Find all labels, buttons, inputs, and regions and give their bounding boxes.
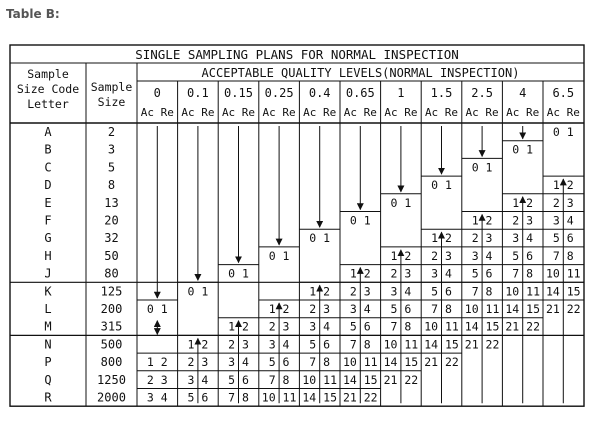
aql-level-label: 0.25 (264, 86, 294, 100)
sample-size: 315 (100, 319, 123, 334)
aql-level-label: 0.4 (308, 86, 331, 100)
aql-level-label: 6.5 (552, 86, 575, 100)
ac-re-value: 5 6 (268, 355, 290, 370)
code-letter: D (44, 178, 52, 193)
code-letter: K (44, 284, 52, 299)
code-letter: J (44, 266, 52, 281)
ac-re-value: 0 1 (349, 213, 371, 228)
aql-level-label: 0.1 (187, 86, 209, 100)
ac-re-value: 10 11 (505, 284, 541, 299)
code-letter: R (44, 390, 52, 405)
ac-re-value: 0 1 (471, 160, 493, 175)
code-letter-header: Sample (27, 67, 69, 81)
ac-re-value: 14 15 (302, 390, 338, 405)
table-title: SINGLE SAMPLING PLANS FOR NORMAL INSPECTION (135, 47, 459, 62)
code-letter: H (44, 248, 52, 263)
sample-size: 2000 (97, 390, 126, 405)
ac-re-value: 2 3 (187, 355, 209, 370)
ac-re-value: 5 6 (228, 372, 249, 387)
ac-re-label: Ac Re (221, 106, 256, 119)
ac-re-label: Ac Re (506, 106, 540, 119)
ac-re-value: 1 2 (146, 355, 168, 370)
ac-re-value: 21 22 (424, 355, 459, 370)
ac-re-value: 3 4 (390, 284, 412, 299)
sample-size-header: Size (97, 95, 126, 109)
ac-re-value: 0 1 (268, 248, 290, 263)
ac-re-value: 14 15 (545, 284, 581, 299)
ac-re-value: 10 11 (464, 302, 500, 316)
code-letter: L (44, 302, 52, 316)
code-letter-header: Letter (27, 97, 69, 111)
aql-level-label: 4 (519, 86, 527, 100)
ac-re-value: 7 8 (349, 337, 371, 352)
ac-re-value: 21 22 (545, 302, 581, 316)
ac-re-label: Ac Re (343, 106, 377, 119)
sample-size: 32 (104, 231, 119, 246)
ac-re-value: 3 4 (228, 355, 249, 370)
ac-re-value: 0 1 (552, 125, 574, 139)
code-letter: C (44, 160, 52, 175)
ac-re-value: 5 6 (512, 248, 534, 263)
ac-re-value: 2 3 (552, 195, 574, 210)
ac-re-value: 14 15 (424, 337, 459, 352)
code-letter: N (44, 337, 52, 352)
ac-re-value: 3 4 (268, 337, 290, 352)
ac-re-label: Ac Re (140, 106, 174, 119)
ac-re-value: 5 6 (552, 231, 574, 246)
ac-re-value: 1 2 (268, 302, 290, 316)
sample-size: 125 (100, 284, 123, 299)
ac-re-value: 7 8 (512, 266, 534, 281)
ac-re-value: 5 6 (431, 284, 452, 299)
code-letter: G (44, 231, 52, 246)
ac-re-value: 3 4 (471, 248, 493, 263)
ac-re-value: 0 1 (431, 178, 452, 193)
code-letter: F (44, 213, 52, 228)
ac-re-value: 1 2 (471, 213, 493, 228)
ac-re-value: 1 2 (228, 319, 249, 334)
ac-re-value: 2 3 (512, 213, 534, 228)
sample-size: 200 (100, 302, 123, 316)
code-letter-header: Size Code (16, 82, 80, 96)
aql-level-label: 0.65 (345, 86, 375, 100)
ac-re-value: 3 4 (349, 302, 371, 316)
sample-size: 3 (107, 142, 116, 157)
code-letter: B (44, 142, 52, 157)
ac-re-label: Ac Re (181, 106, 215, 119)
ac-re-value: 7 8 (228, 390, 249, 405)
ac-re-value: 5 6 (349, 319, 371, 334)
ac-re-label: Ac Re (384, 106, 418, 119)
ac-re-value: 5 6 (309, 337, 331, 352)
code-letter: Q (44, 372, 52, 387)
ac-re-value: 1 2 (309, 284, 331, 299)
ac-re-value: 14 15 (383, 355, 419, 370)
sample-size: 2 (107, 125, 116, 139)
ac-re-value: 1 2 (512, 195, 534, 210)
ac-re-value: 2 3 (349, 284, 371, 299)
aql-level-label: 2.5 (471, 86, 493, 100)
ac-re-value: 10 11 (302, 372, 338, 387)
ac-re-value: 7 8 (471, 284, 493, 299)
ac-re-value: 7 8 (552, 248, 574, 263)
code-letter: P (44, 355, 52, 370)
sample-size: 50 (104, 248, 119, 263)
ac-re-value: 3 4 (512, 231, 534, 246)
sample-size: 80 (104, 266, 119, 281)
ac-re-value: 0 1 (512, 142, 534, 157)
ac-re-value: 21 22 (342, 390, 378, 405)
ac-re-label: Ac Re (465, 106, 499, 119)
ac-re-value: 5 6 (187, 390, 209, 405)
ac-re-label: Ac Re (424, 106, 459, 119)
ac-re-value: 7 8 (309, 355, 331, 370)
ac-re-value: 1 2 (431, 231, 452, 246)
sample-size: 13 (104, 195, 119, 210)
ac-re-value: 1 2 (390, 248, 412, 263)
ac-re-value: 3 4 (431, 266, 452, 281)
ac-re-value: 2 3 (431, 248, 452, 263)
ac-re-label: Ac Re (303, 106, 337, 119)
ac-re-value: 10 11 (342, 355, 378, 370)
sample-size: 1250 (97, 372, 126, 387)
ac-re-value: 21 22 (505, 319, 541, 334)
aql-level-label: 1.5 (430, 86, 453, 100)
sample-size: 800 (100, 355, 123, 370)
ac-re-value: 14 15 (505, 302, 541, 316)
ac-re-value: 2 3 (268, 319, 290, 334)
ac-re-label: Ac Re (262, 106, 296, 119)
aql-heading: ACCEPTABLE QUALITY LEVELS(NORMAL INSPECTION) (201, 66, 520, 80)
ac-re-value: 3 4 (552, 213, 574, 228)
sample-size: 500 (100, 337, 123, 352)
table-frame (10, 45, 584, 406)
ac-re-value: 2 3 (228, 337, 249, 352)
aql-level-label: 0 (153, 86, 161, 100)
ac-re-value: 3 4 (146, 390, 168, 405)
ac-re-value: 1 2 (552, 178, 574, 193)
ac-re-value: 0 1 (309, 231, 331, 246)
ac-re-value: 5 6 (390, 302, 412, 316)
ac-re-value: 10 11 (383, 337, 419, 352)
aql-level-label: 1 (397, 86, 405, 100)
ac-re-value: 2 3 (309, 302, 331, 316)
ac-re-label: Ac Re (546, 106, 580, 119)
ac-re-value: 0 1 (146, 302, 168, 316)
ac-re-value: 5 6 (471, 266, 493, 281)
code-letter: A (44, 125, 52, 139)
ac-re-value: 14 15 (342, 372, 378, 387)
sample-size-header: Sample (90, 80, 133, 94)
code-letter: M (44, 319, 52, 334)
code-letter: E (44, 195, 52, 210)
ac-re-value: 0 1 (390, 195, 412, 210)
ac-re-value: 2 3 (471, 231, 493, 246)
ac-re-value: 2 3 (146, 372, 168, 387)
ac-re-value: 3 4 (309, 319, 331, 334)
ac-re-value: 10 11 (424, 319, 459, 334)
ac-re-value: 10 11 (545, 266, 581, 281)
ac-re-value: 1 2 (349, 266, 371, 281)
aql-level-label: 0.15 (224, 86, 253, 100)
ac-re-value: 7 8 (431, 302, 452, 316)
ac-re-value: 21 22 (464, 337, 500, 352)
sample-size: 5 (107, 160, 116, 175)
ac-re-value: 7 8 (268, 372, 290, 387)
sample-size: 20 (104, 213, 119, 228)
ac-re-value: 2 3 (390, 266, 412, 281)
ac-re-value: 7 8 (390, 319, 412, 334)
ac-re-value: 0 1 (228, 266, 249, 281)
ac-re-value: 3 4 (187, 372, 209, 387)
ac-re-value: 10 11 (261, 390, 297, 405)
ac-re-value: 0 1 (187, 284, 209, 299)
ac-re-value: 21 22 (383, 372, 419, 387)
table-caption: Table B: (6, 7, 60, 21)
ac-re-value: 1 2 (187, 337, 209, 352)
ac-re-value: 14 15 (464, 319, 500, 334)
sample-size: 8 (107, 178, 116, 193)
